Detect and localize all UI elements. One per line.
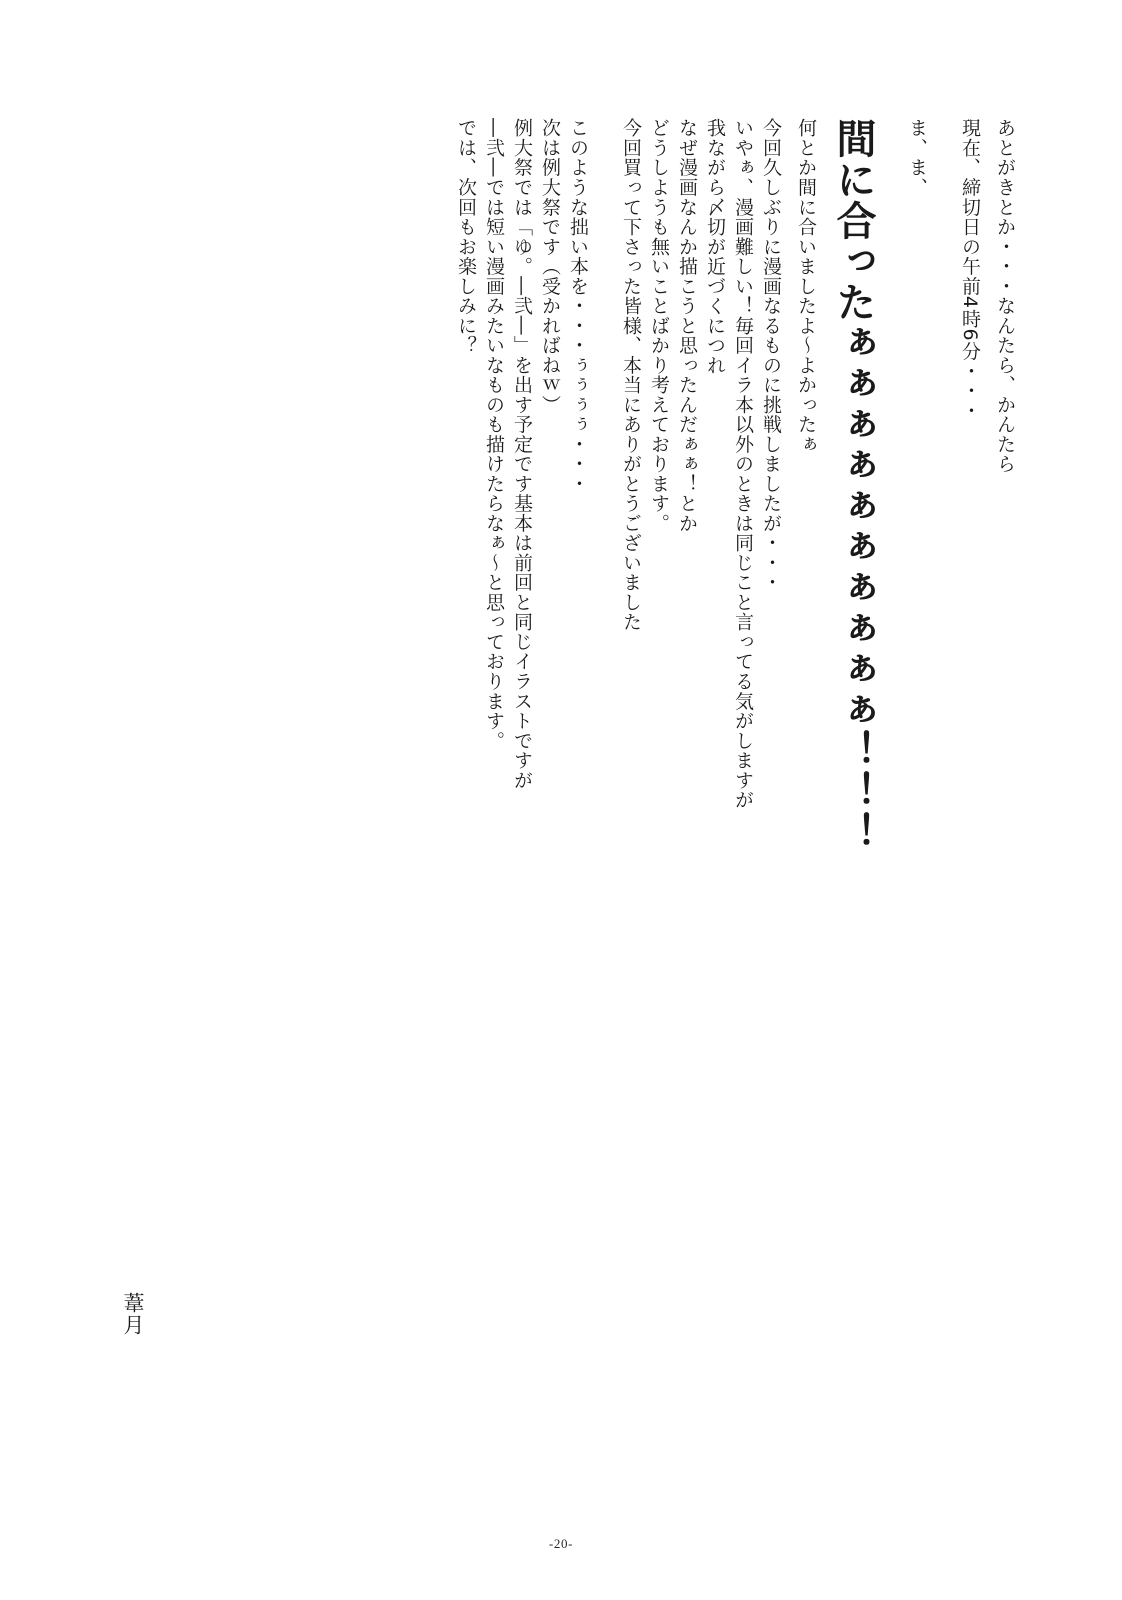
text-column-5: 何とか間に合いましたよ～よかったぁ [795,118,817,454]
text-column-6: 今回久しぶりに漫画なるものに挑戦しましたが・・・ [760,118,782,593]
text-column-10: どうしようも無いことばかり考えております。 [648,118,670,533]
text-column-15: ―弐―では短い漫画みたいなものも描けたらなぁ～と思っております。 [483,118,505,751]
text-column-9: なぜ漫画なんか描こうと思ったんだぁぁ！とか [676,118,698,533]
text-column-2: 現在、締切日の午前4時6分・・・ [959,118,981,421]
text-column-1: あとがきとか・・・なんたら、かんたら [994,118,1016,474]
text-column-16: では、次回もお楽しみに？ [455,118,477,356]
text-column-12: このような拙い本を・・・ぅぅぅぅ・・・ [567,118,589,494]
text-column-4-headline: 間に合ったぁぁぁぁぁぁぁぁぁぁ！！！ [830,118,876,853]
page-number: -20- [548,1536,574,1551]
text-column-3: ま、ま、 [906,118,928,198]
text-column-11: 今回買って下さった皆様、本当にありがとうございました [620,118,642,632]
text-column-14: 例大祭では「ゆ。―弐―」を出す予定です基本は前回と同じイラストですが [511,118,533,790]
afterword-text-block [447,118,1014,1388]
text-column-8: 我ながら〆切が近づくにつれ [704,118,726,375]
author-signature: 葦月 [121,1292,145,1337]
text-column-13: 次は例大祭です（受かればねｗ） [539,118,561,415]
text-column-7: いやぁ、漫画難しい！毎回イラ本以外のときは同じこと言ってる気がしますが [732,118,754,810]
